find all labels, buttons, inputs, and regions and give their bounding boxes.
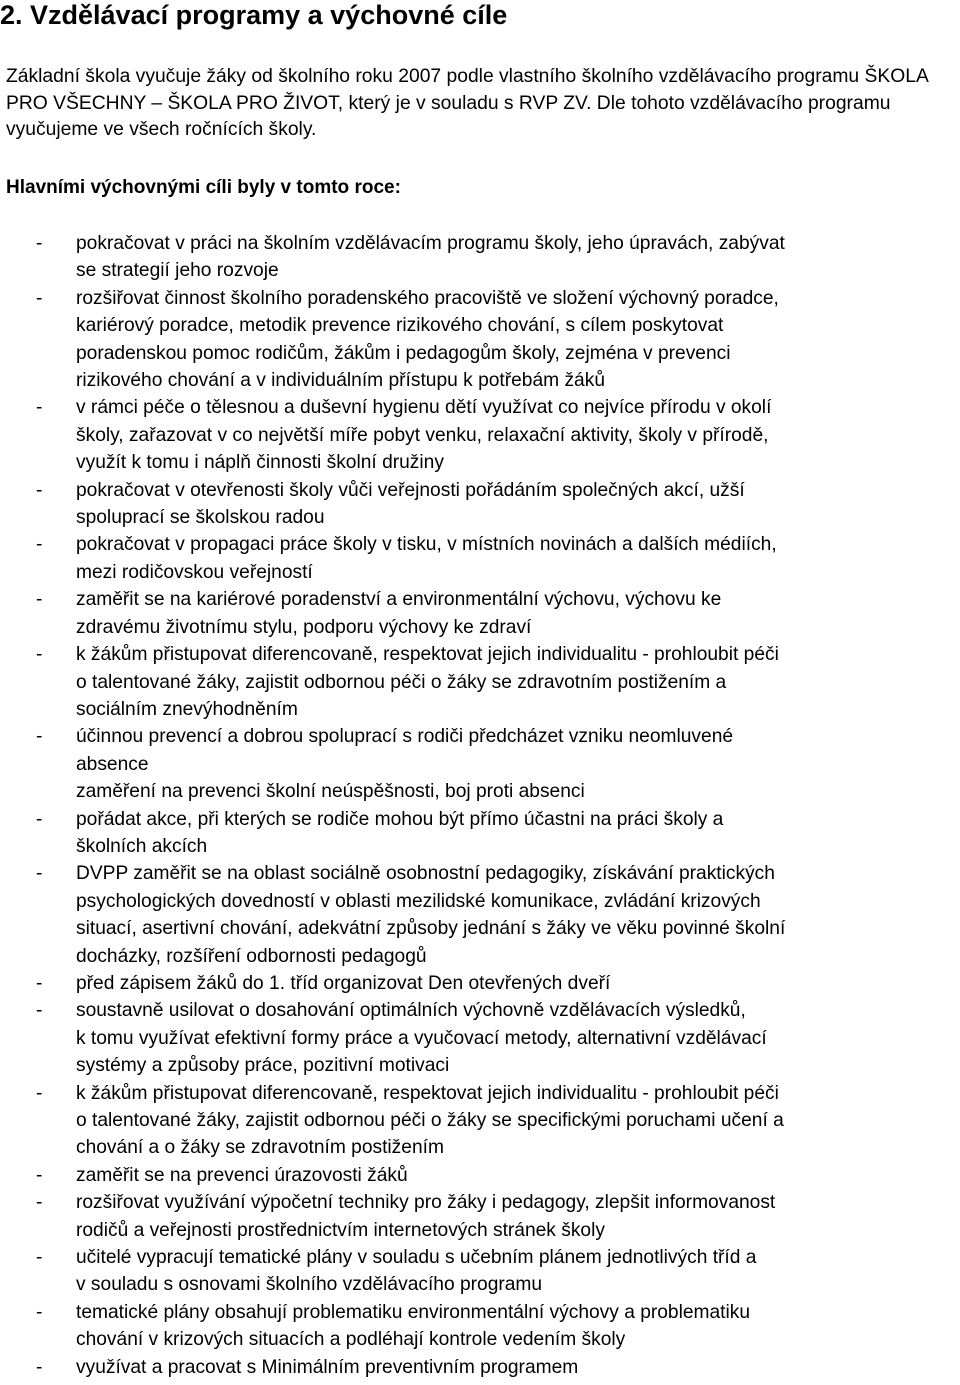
goal-list-item	[0, 806, 960, 861]
goal-text-line: k žákům přistupovat diferencovaně, respektovat jejich individualitu - prohloubit péči	[76, 644, 779, 666]
goals-list	[0, 230, 960, 1381]
goal-list-item	[0, 1244, 960, 1299]
goal-list-item	[0, 477, 960, 532]
goal-text-line: tematické plány obsahují problematiku environmentální výchovy a problematiku	[76, 1301, 751, 1323]
bullet-dash: -	[36, 863, 43, 885]
goal-list-item	[0, 997, 960, 1079]
goal-list-item	[0, 1354, 960, 1381]
goal-text-line: systémy a způsoby práce, pozitivní motivaci	[76, 1055, 450, 1077]
goal-text-line: pokračovat v otevřenosti školy vůči veřejnosti pořádáním společných akcí, užší	[76, 479, 745, 501]
goal-text-line: pořádat akce, při kterých se rodiče mohou být přímo účastni na práci školy a	[76, 808, 724, 830]
goal-text-line: poradenskou pomoc rodičům, žákům i pedagogům školy, zejména v prevenci	[76, 342, 731, 364]
goal-text-line: pokračovat v propagaci práce školy v tisku, v místních novinách a dalších médiích,	[76, 534, 777, 556]
bullet-dash: -	[36, 1000, 43, 1022]
bullet-dash: -	[36, 534, 43, 556]
bullet-dash: -	[36, 479, 43, 501]
goal-text-line: rozšiřovat činnost školního poradenského pracoviště ve složení výchovný poradce,	[76, 287, 779, 309]
goal-text-line: školy, zařazovat v co největší míře pobyt venku, relaxační aktivity, školy v přírodě,	[76, 424, 769, 446]
goal-text-line: zaměřit se na prevenci úrazovosti žáků	[76, 1164, 408, 1186]
goal-text-line: rizikového chování a v individuálním přístupu k potřebám žáků	[76, 370, 605, 392]
goal-text-line: soustavně usilovat o dosahování optimálních výchovně vzdělávacích výsledků,	[76, 1000, 746, 1022]
goal-text-line: situací, asertivní chování, adekvátní způsoby jednání s žáky ve věku povinné školní	[76, 918, 786, 940]
goal-text-line: psychologických dovedností v oblasti mezilidské komunikace, zvládání krizových	[76, 890, 761, 912]
goal-list-item	[0, 1162, 960, 1189]
goal-text-line: sociálním znevýhodněním	[76, 698, 298, 720]
goal-text-line: spoluprací se školskou radou	[76, 507, 325, 529]
goal-list-item	[0, 970, 960, 997]
bullet-dash: -	[36, 589, 43, 611]
goal-text-line: o talentované žáky, zajistit odbornou péči o žáky se specifickými poruchami učení a	[76, 1110, 784, 1131]
goal-list-item	[0, 230, 960, 285]
bullet-dash: -	[36, 1192, 43, 1214]
bullet-dash: -	[36, 397, 43, 419]
goal-list-item	[0, 1189, 960, 1244]
goals-subheading: Hlavními výchovnými cíli byly v tomto roce:	[6, 177, 401, 198]
bullet-dash: -	[36, 1301, 43, 1323]
goal-list-item	[0, 394, 960, 476]
bullet-dash: -	[36, 1164, 43, 1186]
goal-list-item	[0, 285, 960, 395]
bullet-dash: -	[36, 1356, 43, 1378]
goal-text-line: před zápisem žáků do 1. tříd organizovat Den otevřených dveří	[76, 972, 611, 994]
goal-text-line: k tomu využívat efektivní formy práce a vyučovací metody, alternativní vzdělávací	[76, 1027, 767, 1049]
bullet-dash: -	[36, 287, 43, 309]
goal-list-item	[0, 723, 960, 805]
bullet-dash: -	[36, 808, 43, 830]
goal-list-item	[0, 586, 960, 641]
goal-text-line: docházky, rozšíření odbornosti pedagogů	[76, 945, 427, 967]
goal-text-line: účinnou prevencí a dobrou spoluprací s rodiči předcházet vzniku neomluvené	[76, 726, 734, 748]
goal-text-line: se strategií jeho rozvoje	[76, 260, 279, 282]
goal-list-item	[0, 1299, 960, 1354]
goal-text-line: zaměřit se na kariérové poradenství a environmentální výchovu, výchovu ke	[76, 589, 722, 611]
goal-text-line: k žákům přistupovat diferencovaně, respektovat jejich individualitu - prohloubit péči	[76, 1082, 779, 1104]
goal-text-line: o talentované žáky, zajistit odbornou péči o žáky se zdravotním postižením a	[76, 671, 727, 693]
goal-text-line: v rámci péče o tělesnou a duševní hygienu dětí využívat co nejvíce přírodu v okolí	[76, 397, 772, 419]
goal-list-item	[0, 1080, 960, 1162]
goal-text-line: rodičů a veřejnosti prostřednictvím internetových stránek školy	[76, 1219, 605, 1241]
bullet-dash: -	[36, 644, 43, 666]
goal-list-item	[0, 641, 960, 723]
bullet-dash: -	[36, 1082, 43, 1104]
goal-text-line: rozšiřovat využívání výpočetní techniky pro žáky i pedagogy, zlepšit informovanost	[76, 1192, 776, 1214]
goal-text-line: učitelé vypracují tematické plány v souladu s učebním plánem jednotlivých tříd a	[76, 1247, 757, 1269]
goal-list-item	[0, 860, 960, 970]
goal-text-line: DVPP zaměřit se na oblast sociálně osobnostní pedagogiky, získávání praktických	[76, 863, 775, 885]
goal-text-line: využívat a pracovat s Minimálním preventivním programem	[76, 1356, 579, 1378]
goal-text-line: školních akcích	[76, 835, 208, 857]
goal-text-line: chování v krizových situacích a podléhají kontrole vedením školy	[76, 1329, 626, 1351]
bullet-dash: -	[36, 726, 43, 748]
goal-text-line: mezi rodičovskou veřejností	[76, 561, 313, 583]
section-heading: 2. Vzdělávací programy a výchovné cíle	[0, 0, 508, 30]
goal-text-line: absence	[76, 753, 149, 775]
goal-text-line: zdravému životnímu stylu, podporu výchovy ke zdraví	[76, 616, 532, 638]
goal-text-line: pokračovat v práci na školním vzdělávacím programu školy, jeho úpravách, zabývat	[76, 233, 785, 254]
goal-text-line: v souladu s osnovami školního vzdělávacího programu	[76, 1274, 543, 1296]
bullet-dash: -	[36, 1247, 43, 1269]
goal-text-line: kariérový poradce, metodik prevence rizikového chování, s cílem poskytovat	[76, 315, 724, 337]
goal-list-item	[0, 531, 960, 586]
goal-text-line: využít k tomu i náplň činnosti školní družiny	[76, 452, 444, 474]
bullet-dash: -	[36, 233, 43, 254]
goal-text-line: zaměření na prevenci školní neúspěšnosti, boj proti absenci	[76, 781, 585, 803]
intro-paragraph: Základní škola vyučuje žáky od školního roku 2007 podle vlastního školního vzdělávacího programu ŠKOLA PRO VŠECHNY – ŠKOLA PRO ŽIVOT, který je v souladu s RVP ZV. Dle tohoto vzdělávacího programu vyučujeme ve všech ročnících školy.	[6, 66, 928, 140]
bullet-dash: -	[36, 972, 43, 994]
goal-text-line: chování a o žáky se zdravotním postižením	[76, 1137, 444, 1159]
